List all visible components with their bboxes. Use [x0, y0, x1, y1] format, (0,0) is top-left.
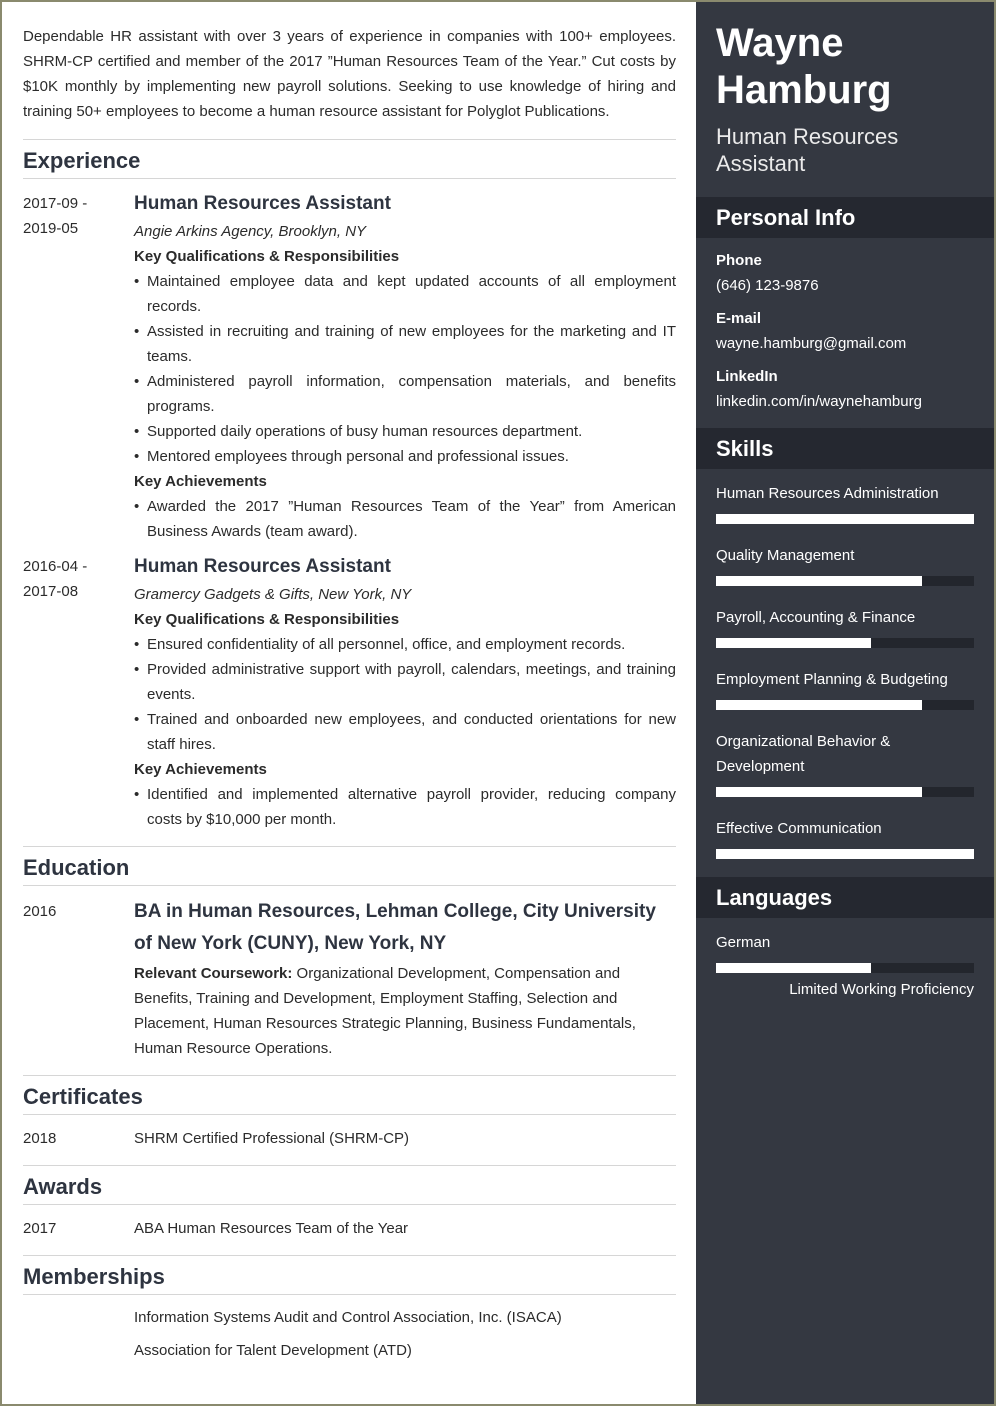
candidate-name: [696, 2, 994, 114]
skill-name: Quality Management: [716, 547, 855, 564]
certificates-section: [23, 1075, 676, 1165]
languages-heading: Languages: [696, 877, 994, 918]
education-entry: [23, 886, 676, 1075]
skill-item: [716, 481, 974, 524]
language-bar-fill: [716, 963, 871, 973]
language-level: Limited Working Proficiency: [789, 981, 974, 998]
skill-name: Payroll, Accounting & Finance: [716, 609, 916, 626]
list-item: • Mentored employees through personal and professional issues.: [134, 444, 676, 469]
skill-name: Employment Planning & Budgeting: [716, 671, 948, 688]
membership-list: [134, 1301, 676, 1367]
achievements-list: [134, 782, 676, 832]
job-entry: [23, 191, 676, 544]
first-name: Wayne: [716, 21, 844, 65]
award-year: 2017: [23, 1220, 57, 1237]
awards-heading: Awards: [23, 1166, 676, 1205]
list-item: • Identified and implemented alternative payroll provider, reducing company costs by $10,000 per month.: [134, 782, 676, 832]
job-date: [23, 554, 134, 832]
skill-item: [716, 729, 974, 797]
list-item: • Maintained employee data and kept updated accounts of all employment records.: [134, 269, 676, 319]
list-item: • Trained and onboarded new employees, and conducted orientations for new staff hires.: [134, 707, 676, 757]
certificate-entry: [23, 1115, 676, 1165]
job-title: Human Resources Assistant: [134, 193, 391, 214]
awards-section: [23, 1165, 676, 1255]
personal-info-heading: Personal Info: [696, 197, 994, 238]
job-date-end: 2019-05: [23, 220, 79, 237]
job-date-start: 2016-04 -: [23, 558, 88, 575]
certificate-name: SHRM Certified Professional (SHRM-CP): [134, 1130, 410, 1147]
skill-name: Human Resources Administration: [716, 485, 939, 502]
degree-title: BA in Human Resources, Lehman College, City University of New York (CUNY), New York, NY: [134, 901, 656, 954]
email-label: E-mail: [716, 310, 762, 327]
skill-item: [716, 543, 974, 586]
skill-bar-fill: [716, 700, 922, 710]
skill-bar: [716, 849, 974, 859]
skill-item: [716, 605, 974, 648]
education-body: [134, 896, 676, 1061]
qualifications-label: Key Qualifications & Responsibilities: [134, 248, 400, 265]
qualifications-label: Key Qualifications & Responsibilities: [134, 611, 400, 628]
list-item: • Awarded the 2017 ”Human Resources Team of the Year” from American Business Awards (team award).: [134, 494, 676, 544]
job-date: [23, 191, 134, 544]
language-bar: [716, 963, 974, 973]
coursework-label: Relevant Coursework:: [134, 965, 293, 982]
achievements-list: [134, 494, 676, 544]
job-body: [134, 554, 676, 832]
list-item: • Administered payroll information, compensation materials, and benefits programs.: [134, 369, 676, 419]
skill-bar-fill: [716, 849, 974, 859]
coursework: [134, 961, 676, 1061]
skill-bar-fill: [716, 576, 922, 586]
education-section: [23, 846, 676, 1075]
phone-label: Phone: [716, 252, 762, 269]
summary: Dependable HR assistant with over 3 years of experience in companies with 100+ employees. SHRM-CP certified and member of the 2017 ”Human Resources Team of the Year.” Cut costs by $10K monthly by implementing new payroll solutions. Seeking to use knowledge of hiring and training 50+ employees to become a human resource assistant for Polyglot Publications.: [23, 28, 676, 120]
languages-list: [696, 918, 994, 1014]
list-item: • Assisted in recruiting and training of new employees for the marketing and IT teams.: [134, 319, 676, 369]
award-entry: [23, 1205, 676, 1255]
list-item: • Provided administrative support with payroll, calendars, meetings, and training events.: [134, 657, 676, 707]
experience-heading: Experience: [23, 140, 676, 179]
education-year: 2016: [23, 903, 57, 920]
education-heading: Education: [23, 847, 676, 886]
job-company: Gramercy Gadgets & Gifts, New York, NY: [134, 586, 412, 603]
list-item: Information Systems Audit and Control Association, Inc. (ISACA): [134, 1309, 562, 1326]
skill-item: [716, 667, 974, 710]
certificate-year: 2018: [23, 1130, 57, 1147]
resume-page: [2, 2, 994, 1404]
achievements-label: Key Achievements: [134, 473, 267, 490]
membership-date: [23, 1301, 134, 1367]
job-body: [134, 191, 676, 544]
sidebar: [696, 2, 994, 1404]
skill-bar-fill: [716, 638, 871, 648]
personal-info: [696, 238, 994, 428]
membership-entry: [23, 1295, 676, 1367]
list-item: Association for Talent Development (ATD): [134, 1342, 412, 1359]
job-date-end: 2017-08: [23, 583, 79, 600]
skill-bar-fill: [716, 787, 922, 797]
language-name: German: [716, 934, 771, 951]
skill-bar: [716, 514, 974, 524]
responsibilities-list: [134, 632, 676, 757]
linkedin-link[interactable]: linkedin.com/in/waynehamburg: [716, 393, 922, 410]
phone-value: (646) 123-9876: [716, 277, 819, 294]
responsibilities-list: [134, 269, 676, 469]
certificates-heading: Certificates: [23, 1076, 676, 1115]
skill-bar-fill: [716, 514, 974, 524]
list-item: • Supported daily operations of busy human resources department.: [134, 419, 676, 444]
job-company: Angie Arkins Agency, Brooklyn, NY: [134, 223, 367, 240]
award-name: ABA Human Resources Team of the Year: [134, 1220, 409, 1237]
skill-name: Organizational Behavior & Development: [716, 733, 891, 775]
experience-section: [23, 139, 676, 832]
skill-bar: [716, 700, 974, 710]
achievements-label: Key Achievements: [134, 761, 267, 778]
coursework-text: Organizational Development, Compensation and Benefits, Training and Development, Employment Staffing, Selection and Placement, Human Resources Strategic Planning, Business Fundamentals, Human Resource Operations.: [134, 965, 636, 1057]
skill-item: [716, 816, 974, 859]
skill-bar: [716, 638, 974, 648]
email-link[interactable]: wayne.hamburg@gmail.com: [716, 335, 907, 352]
skills-heading: Skills: [696, 428, 994, 469]
job-date-start: 2017-09 -: [23, 195, 88, 212]
linkedin-label: LinkedIn: [716, 368, 778, 385]
list-item: • Ensured confidentiality of all personnel, office, and employment records.: [134, 632, 676, 657]
memberships-section: [23, 1255, 676, 1367]
job-title: Human Resources Assistant: [134, 556, 391, 577]
skill-name: Effective Communication: [716, 820, 882, 837]
main-column: [23, 24, 676, 1367]
skills-list: [696, 469, 994, 877]
last-name: Hamburg: [716, 68, 892, 112]
memberships-heading: Memberships: [23, 1256, 676, 1295]
skill-bar: [716, 576, 974, 586]
candidate-role: Human Resources Assistant: [716, 124, 899, 176]
job-entry: [23, 554, 676, 832]
skill-bar: [716, 787, 974, 797]
